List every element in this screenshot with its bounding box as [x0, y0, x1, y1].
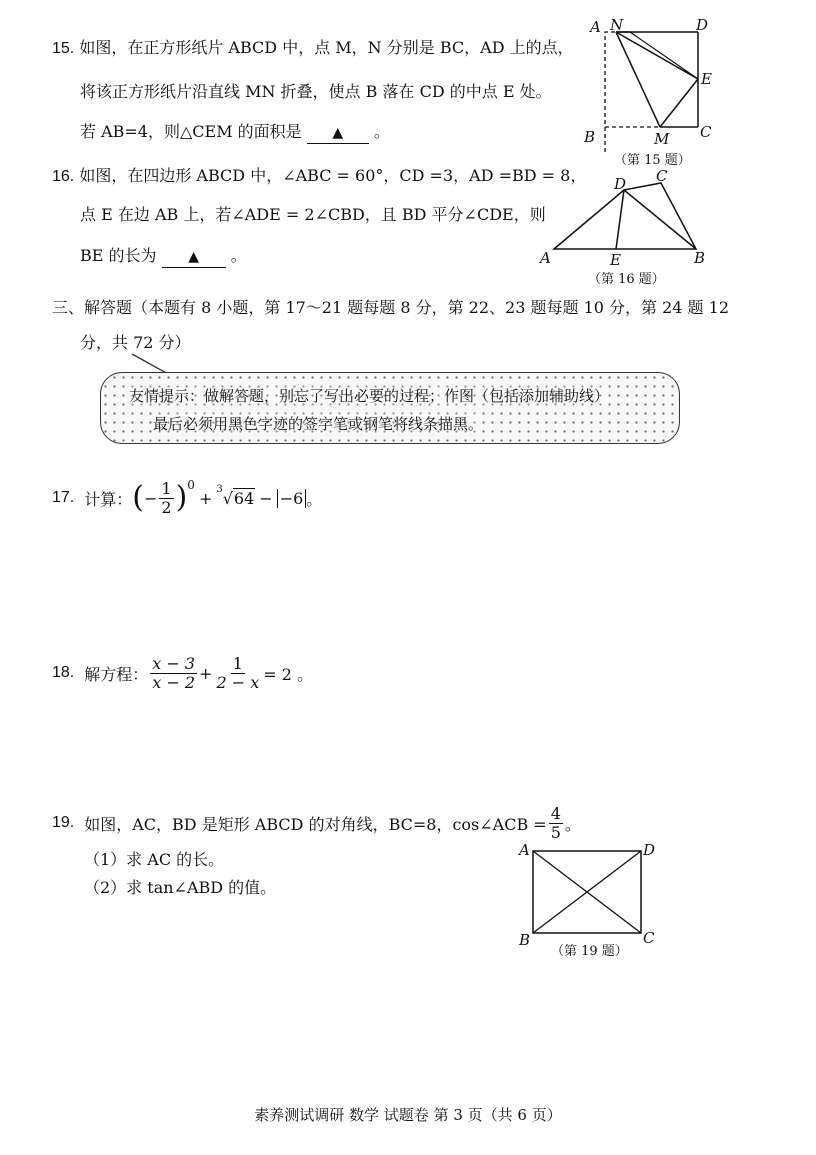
- q18-label: 解方程：: [84, 664, 149, 684]
- q19-figure: [515, 835, 665, 965]
- q16-label-d: D: [614, 175, 627, 193]
- q19-text-1: 如图，AC，BD 是矩形 ABCD 的对角线，BC=8，cos∠ACB =: [84, 814, 547, 834]
- q16-text-2: 点 E 在边 AB 上，若∠ADE = 2∠CBD，且 BD 平分∠CDE，则: [80, 205, 546, 224]
- q19-text-end: 。: [564, 814, 581, 834]
- triangle-icon: ▲: [188, 249, 200, 265]
- q18-f1-num: x − 3: [152, 653, 196, 673]
- q15-label-d: D: [696, 16, 709, 34]
- tip-text-2: 最后必须用黑色字迹的签字笔或钢笔将线条描黑。: [153, 415, 484, 433]
- q18-number: 18.: [52, 664, 75, 681]
- q15-label-c: C: [700, 123, 712, 141]
- q15-caption: （第 15 题）: [614, 153, 691, 168]
- q16-number: 16.: [52, 168, 75, 185]
- q19-label-d: D: [643, 841, 656, 859]
- q15-label-m: M: [654, 130, 670, 148]
- q18-rhs: = 2 。: [263, 664, 313, 684]
- q17-negative-sign: −: [143, 488, 158, 508]
- q17-number: 17.: [52, 489, 75, 506]
- q15-label-b: B: [584, 128, 596, 146]
- q18-f1-den: x − 2: [152, 672, 196, 692]
- q17-exponent: 0: [187, 478, 195, 492]
- q15-line3: [80, 122, 390, 144]
- q18-plus: +: [199, 663, 213, 683]
- q15-figure: [580, 12, 720, 172]
- q17-absolute-value: −6: [277, 489, 307, 508]
- q17-plus: +: [198, 488, 213, 508]
- q19-frac-num: 4: [550, 803, 561, 823]
- q18-fraction-2: [214, 655, 261, 692]
- triangle-icon: ▲: [332, 125, 344, 141]
- q16-text-end: 。: [230, 246, 247, 265]
- q16-label-e: E: [610, 251, 621, 269]
- q19-line1: [52, 800, 581, 846]
- q15-label-a: A: [590, 18, 601, 36]
- q15-text-1: 如图，在正方形纸片 ABCD 中，点 M，N 分别是 BC，AD 上的点，: [79, 38, 574, 57]
- q15-text-end: 。: [373, 122, 390, 141]
- tip-text-1: 友情提示：做解答题，别忘了写出必要的过程；作图（包括添加辅助线）: [129, 387, 610, 405]
- q16-answer-blank: [162, 246, 226, 268]
- q19-label-b: B: [519, 931, 531, 949]
- page-footer: 素养测试调研 数学 试题卷 第 3 页（共 6 页）: [254, 1106, 562, 1124]
- q19-number: 19.: [52, 814, 75, 831]
- section3-heading-cont: 分，共 72 分）: [80, 333, 191, 352]
- q18-f2-den: 2 − x: [216, 672, 260, 692]
- q19-label-c: C: [643, 929, 655, 947]
- q15-label-e: E: [701, 70, 712, 88]
- q18-equation: [52, 650, 313, 696]
- q17-root-index: 3: [216, 484, 223, 495]
- q16-label-c: C: [656, 167, 668, 185]
- q16-line1: [52, 166, 586, 187]
- q17-radicand: 64: [233, 489, 255, 508]
- q17-expression: [52, 478, 322, 518]
- q19-sub2: （2）求 tan∠ABD 的值。: [84, 878, 277, 897]
- q19-caption: （第 19 题）: [551, 944, 628, 959]
- tip-banner: [100, 372, 680, 444]
- q15-number: 15.: [52, 40, 75, 57]
- q18-fraction-1: [150, 655, 197, 692]
- radical-icon: √: [222, 488, 233, 508]
- q16-line3: [80, 246, 247, 268]
- q19-label-a: A: [519, 841, 530, 859]
- section3-heading: 三、解答题（本题有 8 小题，第 17～21 题每题 8 分，第 22、23 题每题 10 分，第 24 题 12: [52, 298, 729, 317]
- q17-fraction: [159, 480, 173, 517]
- q15-text-3: 若 AB=4，则△CEM 的面积是: [80, 122, 302, 141]
- q17-minus: −: [259, 488, 273, 508]
- q17-label: 计算：: [84, 489, 133, 509]
- q18-f2-num: 1: [232, 653, 243, 673]
- q15-label-n: N: [610, 16, 624, 34]
- q16-text-1: 如图，在四边形 ABCD 中，∠ABC = 60°，CD =3，AD =BD = 8，: [79, 166, 587, 185]
- q16-label-b: B: [694, 249, 706, 267]
- q16-figure: [536, 165, 716, 290]
- q15-line1: [52, 38, 574, 59]
- q15-answer-blank: [307, 122, 369, 144]
- q16-label-a: A: [540, 249, 551, 267]
- q16-text-3: BE 的长为: [80, 246, 157, 265]
- q17-frac-num: 1: [161, 478, 172, 498]
- q17-end: 。: [306, 489, 323, 509]
- left-paren-icon: (: [132, 480, 144, 515]
- q19-frac-den: 5: [550, 822, 561, 842]
- q15-text-2: 将该正方形纸片沿直线 MN 折叠，使点 B 落在 CD 的中点 E 处。: [80, 82, 552, 101]
- right-paren-icon: ): [175, 480, 188, 515]
- q17-frac-den: 2: [161, 497, 172, 517]
- q16-caption: （第 16 题）: [588, 272, 665, 287]
- q19-sub1: （1）求 AC 的长。: [84, 850, 225, 869]
